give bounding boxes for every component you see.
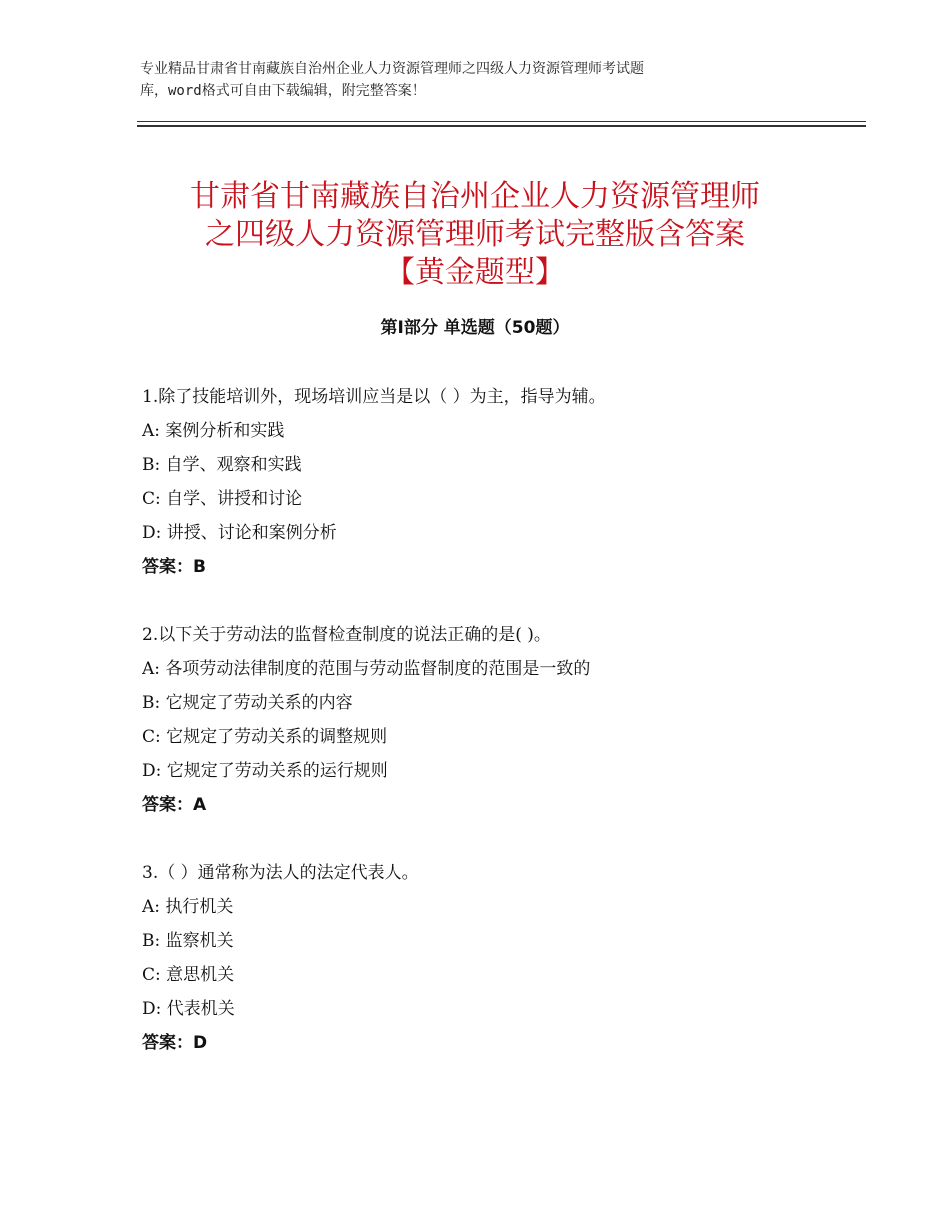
question-item: [142, 856, 842, 1060]
document-title-line-2: 之四级人力资源管理师考试完整版含答案: [205, 217, 745, 253]
section-heading: 第Ⅰ部分 单选题（50题）: [380, 318, 570, 338]
answer-line: 答案：D: [142, 1033, 208, 1053]
header-divider-thick: [137, 125, 866, 127]
question-stem: 3.（ ）通常称为法人的法定代表人。: [142, 863, 419, 883]
question-item: [142, 380, 842, 584]
header-divider-thin: [137, 121, 866, 122]
answer-line: 答案：A: [142, 795, 207, 815]
option-c: C: 它规定了劳动关系的调整规则: [142, 727, 388, 747]
header-note-line-1: 专业精品甘肃省甘南藏族自治州企业人力资源管理师之四级人力资源管理师考试题: [140, 61, 644, 77]
header-note: [140, 58, 840, 102]
option-d: D: 代表机关: [142, 999, 235, 1019]
option-c: C: 自学、讲授和讨论: [142, 489, 303, 509]
answer-line: 答案：B: [142, 557, 206, 577]
option-a: A: 案例分析和实践: [142, 421, 285, 441]
option-b: B: 监察机关: [142, 931, 234, 951]
option-d: D: 讲授、讨论和案例分析: [142, 523, 337, 543]
document-title: [110, 178, 840, 292]
option-c: C: 意思机关: [142, 965, 235, 985]
question-stem: 1.除了技能培训外，现场培训应当是以（ ）为主，指导为辅。: [142, 387, 606, 407]
document-title-line-3: 【黄金题型】: [385, 255, 565, 291]
option-b: B: 自学、观察和实践: [142, 455, 302, 475]
option-a: A: 各项劳动法律制度的范围与劳动监督制度的范围是一致的: [142, 659, 591, 679]
question-item: [142, 618, 842, 822]
option-d: D: 它规定了劳动关系的运行规则: [142, 761, 388, 781]
header-note-line-2: 库，word格式可自由下载编辑，附完整答案！: [140, 83, 426, 99]
document-title-line-1: 甘肃省甘南藏族自治州企业人力资源管理师: [190, 179, 760, 215]
question-list: [142, 380, 842, 1060]
question-stem: 2.以下关于劳动法的监督检查制度的说法正确的是( )。: [142, 625, 551, 645]
option-a: A: 执行机关: [142, 897, 234, 917]
option-b: B: 它规定了劳动关系的内容: [142, 693, 353, 713]
